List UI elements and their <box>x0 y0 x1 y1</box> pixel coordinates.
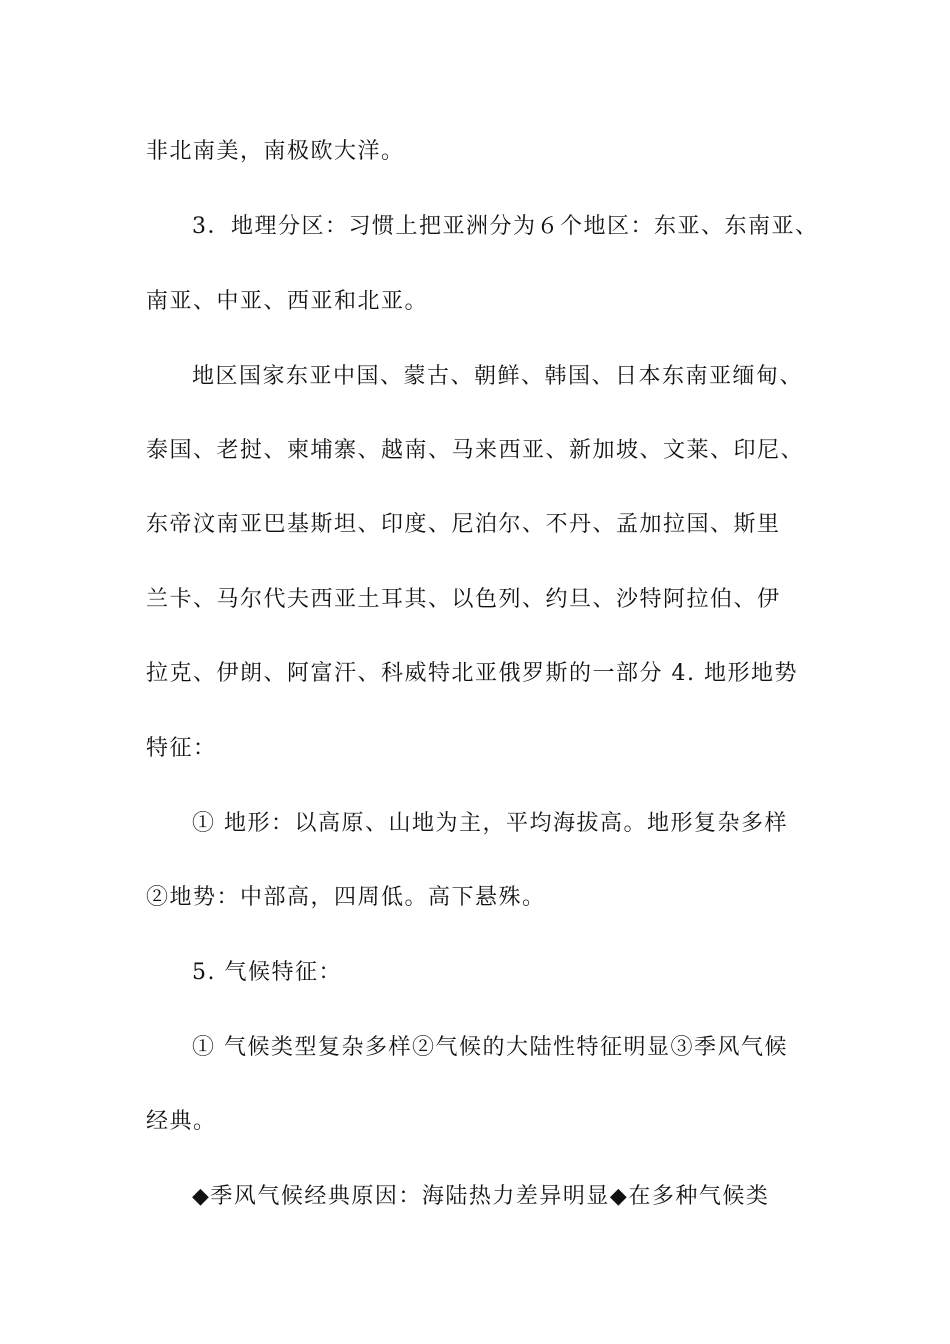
text-line-10: ① 地形：以高原、山地为主，平均海拔高。地形复杂多样 <box>192 811 788 836</box>
text-line-12: 5. 气候特征： <box>192 960 342 985</box>
text-line-5: 泰国、老挝、柬埔寨、越南、马来西亚、新加坡、文莱、印尼、 <box>146 438 805 463</box>
text-line-11: ②地势：中部高，四周低。高下悬殊。 <box>146 885 546 910</box>
text-line-8: 拉克、伊朗、阿富汗、科威特北亚俄罗斯的一部分 4. 地形地势 <box>146 661 798 686</box>
text-line-13: ① 气候类型复杂多样②气候的大陆性特征明显③季风气候 <box>192 1035 788 1060</box>
text-line-1: 非北南美，南极欧大洋。 <box>146 139 405 164</box>
text-line-9: 特征： <box>146 736 217 761</box>
text-line-7: 兰卡、马尔代夫西亚土耳其、以色列、约旦、沙特阿拉伯、伊 <box>146 587 781 612</box>
text-line-3: 南亚、中亚、西亚和北亚。 <box>146 289 429 314</box>
text-line-4: 地区国家东亚中国、蒙古、朝鲜、韩国、日本东南亚缅甸、 <box>192 364 804 389</box>
text-line-15: ◆季风气候经典原因：海陆热力差异明显◆在多种气候类 <box>192 1184 770 1209</box>
text-line-14: 经典。 <box>146 1109 217 1134</box>
text-line-6: 东帝汶南亚巴基斯坦、印度、尼泊尔、不丹、孟加拉国、斯里 <box>146 512 781 537</box>
text-line-2: 3．地理分区：习惯上把亚洲分为６个地区：东亚、东南亚、 <box>192 214 819 239</box>
